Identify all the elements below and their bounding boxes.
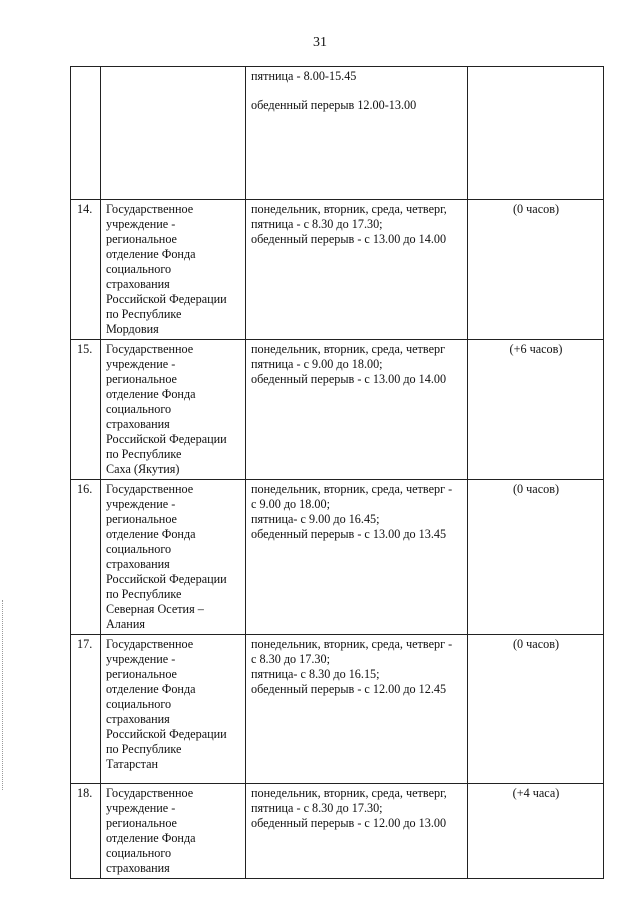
- organization-line: Государственное: [106, 482, 194, 496]
- organization-line: страхования: [106, 861, 170, 875]
- organization-line: по Республике: [106, 307, 182, 321]
- organization-line: учреждение -: [106, 652, 176, 666]
- scan-edge-marks: [2, 600, 6, 790]
- organization-line: Мордовия: [106, 322, 159, 336]
- working-hours-line: понедельник, вторник, среда, четверг -: [251, 482, 453, 496]
- working-hours-line: пятница - с 8.30 до 17.30;: [251, 801, 383, 815]
- page-number: 31: [313, 35, 327, 50]
- organization-line: Государственное: [106, 342, 194, 356]
- organization-line: Саха (Якутия): [106, 462, 180, 476]
- working-hours-cell: [246, 784, 468, 879]
- organization-line: Государственное: [106, 202, 194, 216]
- organization-line: региональное: [106, 512, 177, 526]
- row-number: 18.: [71, 784, 101, 879]
- organization-line: Северная Осетия –: [106, 602, 204, 616]
- continuation-org-cell: [101, 67, 246, 200]
- working-hours-line: обеденный перерыв - с 13.00 до 14.00: [251, 232, 447, 246]
- organization-cell: [101, 635, 246, 784]
- continuation-tz-cell: [468, 67, 604, 200]
- working-hours-line: пятница - с 8.30 до 17.30;: [251, 217, 383, 231]
- organization-cell: [101, 200, 246, 340]
- working-hours-line: с 8.30 до 17.30;: [251, 652, 330, 666]
- organization-line: отделение Фонда: [106, 387, 196, 401]
- organization-line: по Республике: [106, 447, 182, 461]
- schedule-table: [70, 66, 604, 879]
- organization-line: по Республике: [106, 587, 182, 601]
- working-hours-line: понедельник, вторник, среда, четверг -: [251, 637, 453, 651]
- organization-line: страхования: [106, 277, 170, 291]
- organization-line: Алания: [106, 617, 145, 631]
- row-number: 14.: [71, 200, 101, 340]
- working-hours-cell: [246, 480, 468, 635]
- organization-line: отделение Фонда: [106, 527, 196, 541]
- organization-line: учреждение -: [106, 801, 176, 815]
- continuation-hours-cell: [246, 67, 468, 200]
- organization-cell: [101, 784, 246, 879]
- organization-line: региональное: [106, 232, 177, 246]
- organization-line: учреждение -: [106, 357, 176, 371]
- table-row: [71, 635, 604, 784]
- working-hours-cell: [246, 340, 468, 480]
- organization-line: региональное: [106, 816, 177, 830]
- continuation-num-cell: [71, 67, 101, 200]
- time-offset-cell: (0 часов): [468, 200, 604, 340]
- working-hours-line: понедельник, вторник, среда, четверг: [251, 342, 446, 356]
- continuation-row: [71, 67, 604, 200]
- schedule-table-body: [71, 67, 604, 879]
- working-hours-line: обеденный перерыв - с 13.00 до 14.00: [251, 372, 447, 386]
- working-hours-cell: [246, 200, 468, 340]
- working-hours-cell: [246, 635, 468, 784]
- organization-line: учреждение -: [106, 497, 176, 511]
- organization-cell: [101, 340, 246, 480]
- table-row: [71, 340, 604, 480]
- organization-line: социального: [106, 402, 172, 416]
- working-hours-line: с 9.00 до 18.00;: [251, 497, 330, 511]
- time-offset-cell: (0 часов): [468, 480, 604, 635]
- organization-line: Российской Федерации: [106, 432, 227, 446]
- table-row: [71, 784, 604, 879]
- organization-line: страхования: [106, 557, 170, 571]
- organization-line: социального: [106, 542, 172, 556]
- organization-line: отделение Фонда: [106, 247, 196, 261]
- organization-line: страхования: [106, 417, 170, 431]
- working-hours-line: пятница - с 9.00 до 18.00;: [251, 357, 383, 371]
- organization-line: Государственное: [106, 637, 194, 651]
- organization-line: региональное: [106, 372, 177, 386]
- organization-line: учреждение -: [106, 217, 176, 231]
- organization-cell: [101, 480, 246, 635]
- row-number: 17.: [71, 635, 101, 784]
- organization-line: региональное: [106, 667, 177, 681]
- working-hours-line: понедельник, вторник, среда, четверг,: [251, 202, 447, 216]
- organization-line: Татарстан: [106, 757, 159, 771]
- working-hours-line: обеденный перерыв - с 12.00 до 13.00: [251, 816, 447, 830]
- continuation-hours-line: обеденный перерыв 12.00-13.00: [251, 98, 417, 112]
- continuation-hours-line: пятница - 8.00-15.45: [251, 69, 357, 83]
- table-row: [71, 480, 604, 635]
- organization-line: отделение Фонда: [106, 831, 196, 845]
- organization-line: отделение Фонда: [106, 682, 196, 696]
- organization-line: Российской Федерации: [106, 292, 227, 306]
- row-number: 15.: [71, 340, 101, 480]
- organization-line: страхования: [106, 712, 170, 726]
- working-hours-line: пятница- с 9.00 до 16.45;: [251, 512, 380, 526]
- organization-line: Российской Федерации: [106, 727, 227, 741]
- organization-line: по Республике: [106, 742, 182, 756]
- row-number: 16.: [71, 480, 101, 635]
- table-row: [71, 200, 604, 340]
- time-offset-cell: (+6 часов): [468, 340, 604, 480]
- organization-line: социального: [106, 262, 172, 276]
- working-hours-line: обеденный перерыв - с 12.00 до 12.45: [251, 682, 447, 696]
- working-hours-line: понедельник, вторник, среда, четверг,: [251, 786, 447, 800]
- working-hours-line: пятница- с 8.30 до 16.15;: [251, 667, 380, 681]
- time-offset-cell: (+4 часа): [468, 784, 604, 879]
- organization-line: социального: [106, 846, 172, 860]
- working-hours-line: обеденный перерыв - с 13.00 до 13.45: [251, 527, 447, 541]
- organization-line: социального: [106, 697, 172, 711]
- time-offset-cell: (0 часов): [468, 635, 604, 784]
- organization-line: Российской Федерации: [106, 572, 227, 586]
- organization-line: Государственное: [106, 786, 194, 800]
